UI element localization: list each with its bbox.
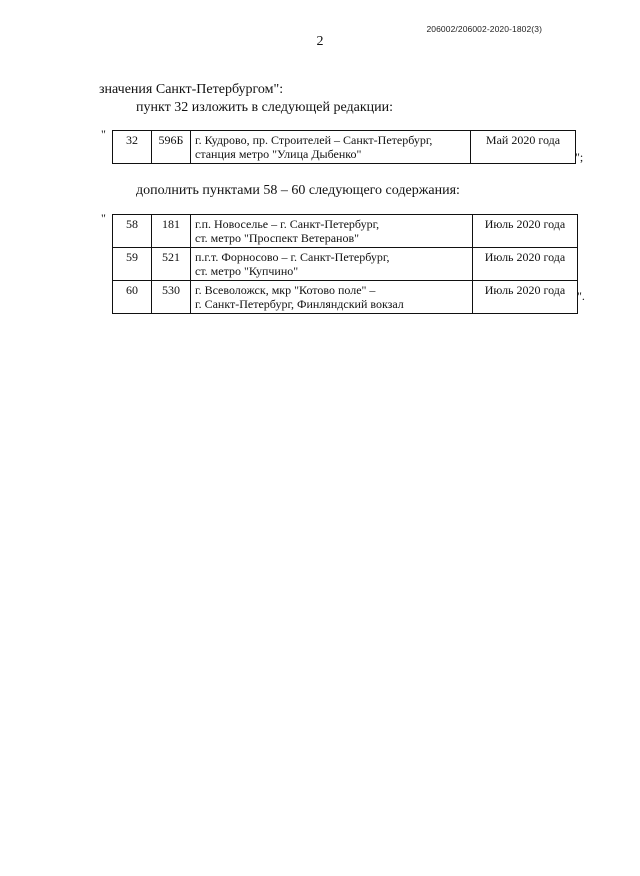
table2-open-quote: " [101, 211, 106, 225]
start-date: Июль 2020 года [473, 215, 578, 248]
table-row [113, 131, 576, 164]
route-number: 530 [152, 281, 191, 314]
row-number: 60 [113, 281, 152, 314]
table1-close-quote: "; [575, 150, 584, 164]
route-number: 596Б [152, 131, 191, 164]
start-date: Май 2020 года [471, 131, 576, 164]
route-description-line1: г. Всеволожск, мкр "Котово поле" – [195, 283, 376, 297]
intro-paragraph: значения Санкт-Петербургом": [99, 82, 284, 97]
route-table-clauses-58-60 [112, 214, 578, 314]
table-row [113, 248, 578, 281]
route-number: 521 [152, 248, 191, 281]
start-date: Июль 2020 года [473, 281, 578, 314]
addition-paragraph: дополнить пунктами 58 – 60 следующего содержания: [136, 183, 460, 198]
route-description [191, 215, 473, 248]
start-date: Июль 2020 года [473, 248, 578, 281]
document-id: 206002/206002-2020-1802(3) [426, 24, 542, 34]
clause-32-paragraph: пункт 32 изложить в следующей редакции: [136, 100, 393, 115]
route-description-line1: г. Кудрово, пр. Строителей – Санкт-Петербург, [195, 133, 433, 147]
route-description [191, 131, 471, 164]
page-number: 2 [316, 34, 324, 49]
route-description-line2: станция метро "Улица Дыбенко" [195, 147, 362, 161]
table-row [113, 281, 578, 314]
row-number: 59 [113, 248, 152, 281]
table2-close-quote: ". [577, 289, 585, 303]
route-description-line2: ст. метро "Проспект Ветеранов" [195, 231, 360, 245]
route-description [191, 281, 473, 314]
row-number: 58 [113, 215, 152, 248]
route-description [191, 248, 473, 281]
table1-open-quote: " [101, 127, 106, 141]
route-description-line1: г.п. Новоселье – г. Санкт-Петербург, [195, 217, 380, 231]
route-table-clause-32 [112, 130, 576, 164]
table-row [113, 215, 578, 248]
route-description-line2: ст. метро "Купчино" [195, 264, 299, 278]
route-number: 181 [152, 215, 191, 248]
route-description-line2: г. Санкт-Петербург, Финляндский вокзал [195, 297, 404, 311]
row-number: 32 [113, 131, 152, 164]
route-description-line1: п.г.т. Форносово – г. Санкт-Петербург, [195, 250, 390, 264]
